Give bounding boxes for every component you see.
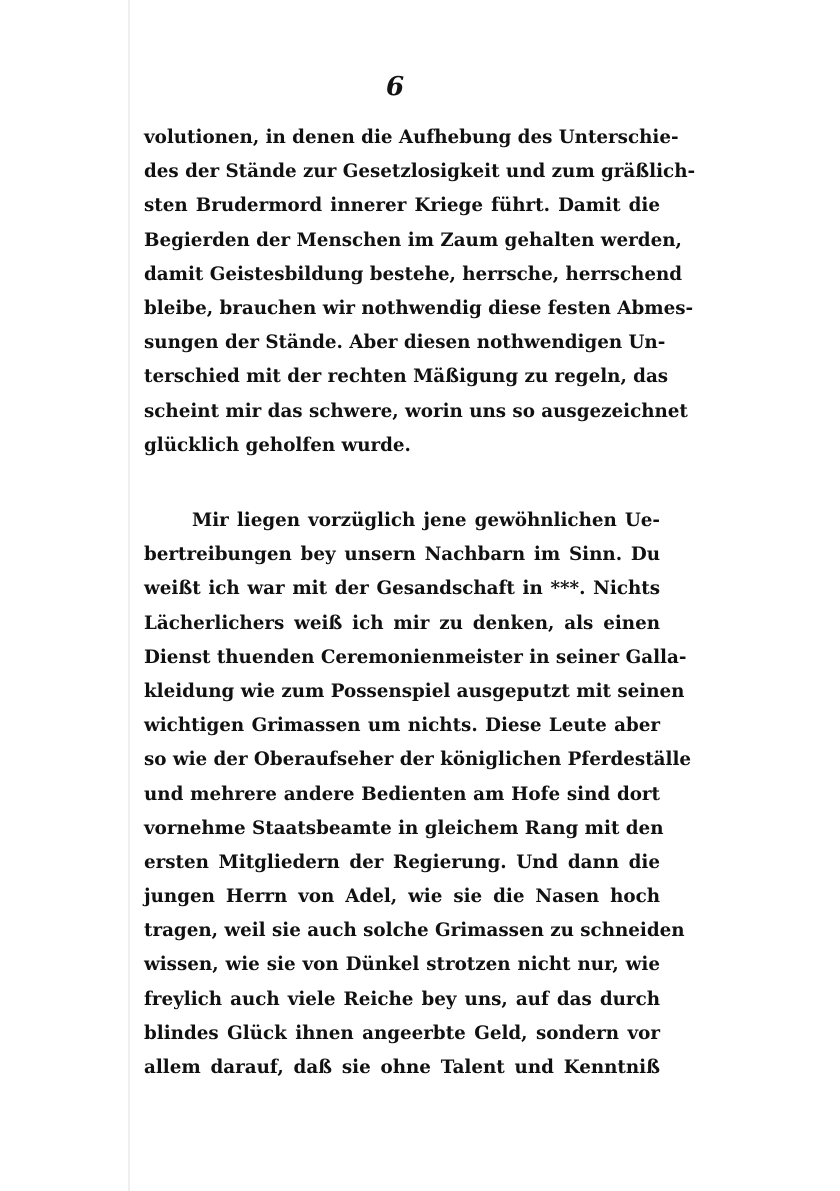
text-line: glücklich geholfen wurde. bbox=[144, 434, 411, 456]
text-line: bleibe, brauchen wir nothwendig diese festen Abmes- bbox=[144, 297, 694, 319]
text-line: Mir liegen vorzüglich jene gewöhnlichen Ue- bbox=[192, 510, 660, 531]
text-line: ersten Mitgliedern der Regierung. Und dann die bbox=[144, 851, 660, 873]
text-line: so wie der Oberaufseher der königlichen Pferdeställe bbox=[144, 749, 692, 771]
text-line: damit Geistesbildung bestehe, herrsche, herrschend bbox=[144, 263, 683, 285]
text-line: Lächerlichers weiß ich mir zu denken, als einen bbox=[144, 612, 660, 634]
text-line: freylich auch viele Reiche bey uns, auf das durch bbox=[144, 988, 660, 1010]
text-line: terschied mit der rechten Mäßigung zu regeln, das bbox=[144, 366, 669, 388]
text-line: blindes Glück ihnen angeerbte Geld, sondern vor bbox=[144, 1022, 660, 1044]
paragraph-1 bbox=[144, 121, 696, 463]
text-line: sungen der Stände. Aber diesen nothwendigen Un- bbox=[144, 332, 666, 354]
text-line: sten Brudermord innerer Kriege führt. Damit die bbox=[144, 195, 660, 217]
text-line: Begierden der Menschen im Zaum gehalten werden, bbox=[144, 229, 682, 251]
text-line: allem darauf, daß sie ohne Talent und Kenntniß bbox=[144, 1057, 660, 1078]
text-line: scheint mir das schwere, worin uns so ausgezeichnet bbox=[144, 400, 688, 422]
text-line: bertreibungen bey unsern Nachbarn im Sinn. Du bbox=[144, 544, 660, 566]
scan-edge-shadow bbox=[128, 0, 130, 1191]
text-line: vornehme Staatsbeamte in gleichem Rang mit den bbox=[144, 817, 664, 839]
page-number: 6 bbox=[385, 72, 405, 102]
text-line: des der Stände zur Gesetzlosigkeit und zum gräßlich- bbox=[144, 161, 696, 183]
text-line: tragen, weil sie auch solche Grimassen zu schneiden bbox=[144, 920, 685, 942]
text-line: und mehrere andere Bedienten am Hofe sind dort bbox=[144, 783, 660, 805]
text-line: wissen, wie sie von Dünkel strotzen nicht nur, wie bbox=[144, 954, 660, 976]
paragraph-2 bbox=[144, 504, 692, 1085]
text-line: jungen Herrn von Adel, wie sie die Nasen hoch bbox=[144, 886, 660, 908]
text-line: volutionen, in denen die Aufhebung des Unterschie- bbox=[144, 127, 679, 148]
text-line: wichtigen Grimassen um nichts. Diese Leute aber bbox=[144, 715, 660, 737]
text-line: weißt ich war mit der Gesandschaft in ***. Nichts bbox=[144, 578, 660, 600]
text-line: kleidung wie zum Possenspiel ausgeputzt mit seinen bbox=[144, 680, 685, 702]
text-line: Dienst thuenden Ceremonienmeister in seiner Galla- bbox=[144, 646, 687, 668]
